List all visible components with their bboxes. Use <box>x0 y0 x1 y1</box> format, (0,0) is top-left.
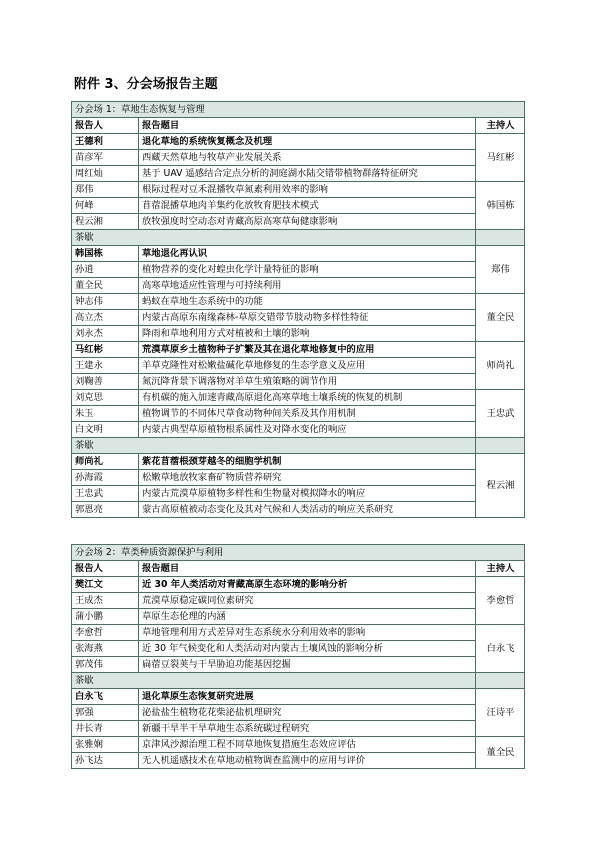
report-topic: 植物调节的不同体尺草食动物种间关系及其作用机制 <box>139 406 476 422</box>
reporter-name: 王忠武 <box>72 486 139 502</box>
report-topic: 扁蓿豆裂荚与干旱胁迫功能基因挖掘 <box>139 657 476 673</box>
header-row <box>72 118 525 134</box>
reporter-name: 李愈哲 <box>72 625 139 641</box>
report-row <box>72 406 525 422</box>
header-host: 主持人 <box>476 561 525 577</box>
report-row <box>72 454 525 470</box>
reporter-name: 井长青 <box>72 721 139 737</box>
report-row <box>72 486 525 502</box>
report-topic: 西藏天然草地与牧草产业发展关系 <box>139 150 476 166</box>
reporter-name: 钟志伟 <box>72 294 139 310</box>
reporter-name: 师尚礼 <box>72 454 139 470</box>
reporter-name: 郑伟 <box>72 182 139 198</box>
report-row <box>72 502 525 518</box>
report-row <box>72 577 525 593</box>
tea-break-host-blank <box>476 673 525 689</box>
report-row <box>72 737 525 753</box>
report-topic: 降雨和草地利用方式对植被和土壤的影响 <box>139 326 476 342</box>
report-topic: 蒙古高原植被动态变化及其对气候和人类活动的响应关系研究 <box>139 502 476 518</box>
report-row <box>72 166 525 182</box>
report-topic: 泌盐盐生植物花花柴泌盐机理研究 <box>139 705 476 721</box>
report-row <box>72 214 525 230</box>
reporter-name: 孙飞达 <box>72 753 139 769</box>
report-row <box>72 390 525 406</box>
report-row <box>72 422 525 438</box>
report-row <box>72 342 525 358</box>
host-name: 李愈哲 <box>476 577 525 625</box>
header-reporter: 报告人 <box>72 561 139 577</box>
report-topic: 苜蓿混播草地肉羊集约化放牧育肥技术模式 <box>139 198 476 214</box>
report-row <box>72 134 525 150</box>
report-row <box>72 470 525 486</box>
report-topic: 高寒草地适应性管理与可持续利用 <box>139 278 476 294</box>
report-row <box>72 657 525 673</box>
report-topic: 内蒙古荒漠草原植物多样性和生物量对模拟降水的响应 <box>139 486 476 502</box>
report-topic: 蚂蚁在草地生态系统中的功能 <box>139 294 476 310</box>
reporter-name: 刘鞠善 <box>72 374 139 390</box>
report-topic: 草原生态伦理的内涵 <box>139 609 476 625</box>
report-topic: 退化草地的系统恢复概念及机理 <box>139 134 476 150</box>
report-row <box>72 641 525 657</box>
report-row <box>72 593 525 609</box>
reporter-name: 刘克思 <box>72 390 139 406</box>
report-row <box>72 326 525 342</box>
reporter-name: 郭强 <box>72 705 139 721</box>
report-row <box>72 625 525 641</box>
report-topic: 羊草克隆性对松嫩盐碱化草地修复的生态学意义及应用 <box>139 358 476 374</box>
host-name: 白永飞 <box>476 625 525 673</box>
report-topic: 基于 UAV 遥感结合定点分析的洞庭湖水陆交错带植物群落特征研究 <box>139 166 476 182</box>
reporter-name: 张海燕 <box>72 641 139 657</box>
report-row <box>72 246 525 262</box>
host-name: 程云湘 <box>476 454 525 518</box>
report-topic: 退化草原生态恢复研究进展 <box>139 689 476 705</box>
report-row <box>72 689 525 705</box>
reporter-name: 郭恩亮 <box>72 502 139 518</box>
reporter-name: 樊江文 <box>72 577 139 593</box>
session-title: 分会场 2：草类种质资源保护与利用 <box>72 545 525 561</box>
header-host: 主持人 <box>476 118 525 134</box>
report-topic: 内蒙古高原东南缘森林-草原交错带节肢动物多样性特征 <box>139 310 476 326</box>
report-topic: 近 30 年气候变化和人类活动对内蒙古土壤风蚀的影响分析 <box>139 641 476 657</box>
report-row <box>72 358 525 374</box>
report-row <box>72 374 525 390</box>
report-topic: 无人机遥感技术在草地动植物调查监测中的应用与评价 <box>139 753 476 769</box>
tea-break-row <box>72 673 525 689</box>
session-1-table <box>71 101 525 518</box>
header-topic: 报告题目 <box>139 118 476 134</box>
reporter-name: 孙海霞 <box>72 470 139 486</box>
report-row <box>72 198 525 214</box>
report-topic: 有机碳的施入加速青藏高原退化高寒草地土壤系统的恢复的机制 <box>139 390 476 406</box>
report-topic: 根际过程对豆禾混播牧草氮素利用效率的影响 <box>139 182 476 198</box>
reporter-name: 董全民 <box>72 278 139 294</box>
report-topic: 放牧强度时空动态对青藏高原高寒草甸健康影响 <box>139 214 476 230</box>
tea-break-host-blank <box>476 438 525 454</box>
reporter-name: 韩国栋 <box>72 246 139 262</box>
host-name: 马红彬 <box>476 134 525 182</box>
report-topic: 植物营养的变化对蝗虫化学计量特征的影响 <box>139 262 476 278</box>
tea-break-host-blank <box>476 230 525 246</box>
host-name: 董全民 <box>476 737 525 769</box>
header-topic: 报告题目 <box>139 561 476 577</box>
report-row <box>72 278 525 294</box>
report-topic: 荒漠草原稳定碳同位素研究 <box>139 593 476 609</box>
host-name: 王忠武 <box>476 390 525 438</box>
report-topic: 荒漠草原乡土植物种子扩繁及其在退化草地修复中的应用 <box>139 342 476 358</box>
tea-break-label: 茶歇 <box>72 438 476 454</box>
session-title-row <box>72 545 525 561</box>
reporter-name: 苗彦军 <box>72 150 139 166</box>
reporter-name: 高立杰 <box>72 310 139 326</box>
reporter-name: 马红彬 <box>72 342 139 358</box>
report-row <box>72 150 525 166</box>
tea-break-row <box>72 230 525 246</box>
report-topic: 京津风沙源治理工程不同草地恢复措施生态效应评估 <box>139 737 476 753</box>
report-row <box>72 705 525 721</box>
document-title: 附件 3、分会场报告主题 <box>74 77 218 92</box>
reporter-name: 何峰 <box>72 198 139 214</box>
reporter-name: 郭茂伟 <box>72 657 139 673</box>
report-topic: 内蒙古典型草原植物根系属性及对降水变化的响应 <box>139 422 476 438</box>
report-topic: 近 30 年人类活动对青藏高原生态环境的影响分析 <box>139 577 476 593</box>
host-name: 郑伟 <box>476 246 525 294</box>
reporter-name: 张雅娴 <box>72 737 139 753</box>
report-topic: 新疆干旱半干旱草地生态系统碳过程研究 <box>139 721 476 737</box>
report-row <box>72 609 525 625</box>
report-topic: 草地管理利用方式差异对生态系统水分利用效率的影响 <box>139 625 476 641</box>
host-name: 韩国栋 <box>476 182 525 230</box>
reporter-name: 蒲小鹏 <box>72 609 139 625</box>
reporter-name: 王成杰 <box>72 593 139 609</box>
reporter-name: 朱玉 <box>72 406 139 422</box>
report-row <box>72 294 525 310</box>
header-reporter: 报告人 <box>72 118 139 134</box>
session-title-row <box>72 102 525 118</box>
reporter-name: 白永飞 <box>72 689 139 705</box>
report-topic: 松嫩草地放牧家畜矿物质营养研究 <box>139 470 476 486</box>
reporter-name: 孙逍 <box>72 262 139 278</box>
session-2-table <box>71 544 525 769</box>
reporter-name: 刘永杰 <box>72 326 139 342</box>
reporter-name: 周红灿 <box>72 166 139 182</box>
host-name: 汪诗平 <box>476 689 525 737</box>
tea-break-row <box>72 438 525 454</box>
report-row <box>72 182 525 198</box>
host-name: 师尚礼 <box>476 342 525 390</box>
report-row <box>72 753 525 769</box>
report-topic: 草地退化再认识 <box>139 246 476 262</box>
reporter-name: 王建永 <box>72 358 139 374</box>
reporter-name: 程云湘 <box>72 214 139 230</box>
report-row <box>72 262 525 278</box>
host-name: 董全民 <box>476 294 525 342</box>
tea-break-label: 茶歇 <box>72 230 476 246</box>
report-topic: 氮沉降背景下调落物对羊草生殖策略的调节作用 <box>139 374 476 390</box>
session-title: 分会场 1：草地生态恢复与管理 <box>72 102 525 118</box>
report-row <box>72 721 525 737</box>
header-row <box>72 561 525 577</box>
report-topic: 紫花苜蓿根颈芽越冬的细胞学机制 <box>139 454 476 470</box>
reporter-name: 王德利 <box>72 134 139 150</box>
report-row <box>72 310 525 326</box>
reporter-name: 白文明 <box>72 422 139 438</box>
tea-break-label: 茶歇 <box>72 673 476 689</box>
